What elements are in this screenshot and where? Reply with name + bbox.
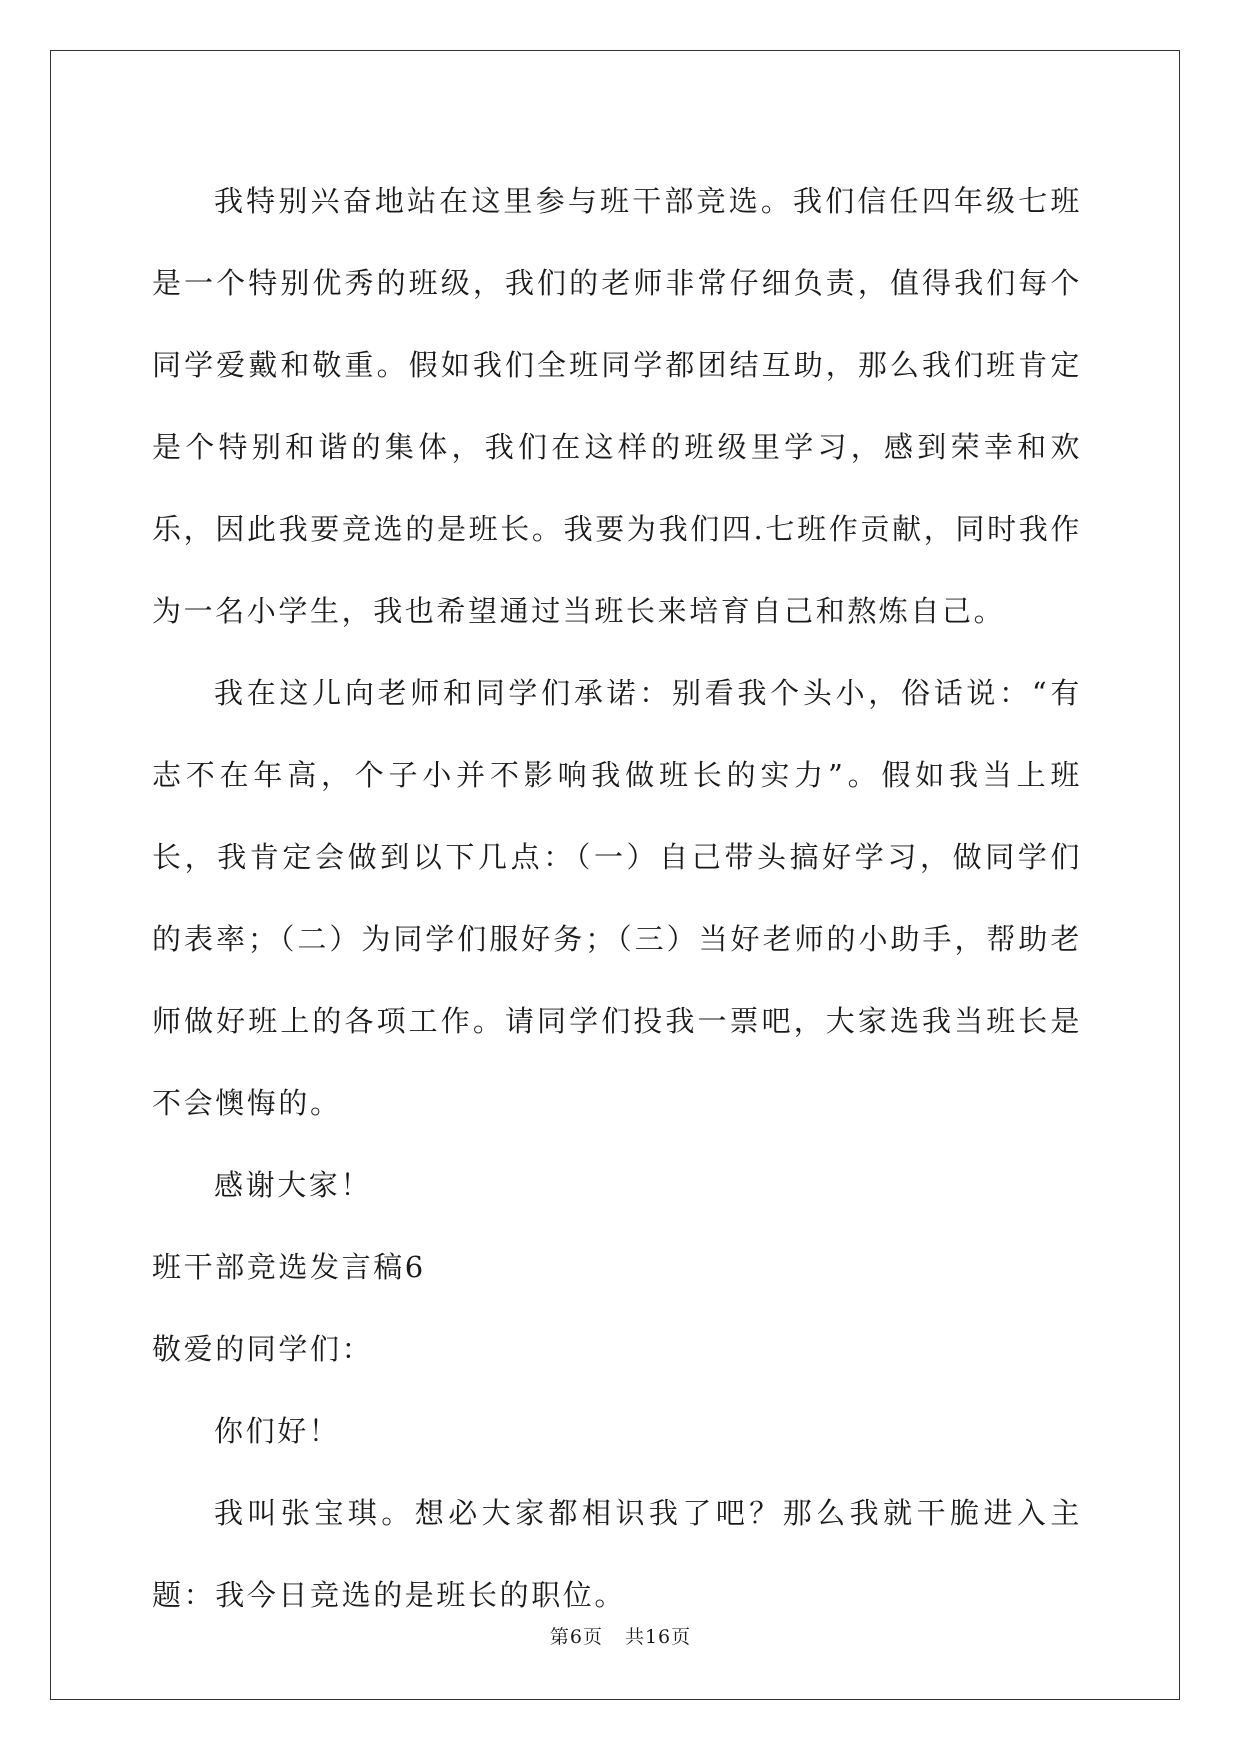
- salutation: 敬爱的同学们：: [152, 1332, 374, 1366]
- page-footer: [0, 1622, 1241, 1649]
- paragraph-intro: 我特别兴奋地站在这里参与班干部竞选。我们信任四年级七班是一个特别优秀的班级，我们的老师非常仔细负责，值得我们每个同学爱戴和敬重。假如我们全班同学都团结互助，那么我们班肯定是个特别和谐的集体，我们在这样的班级里学习，感到荣幸和欢乐，因此我要竞选的是班长。我要为我们四.七班作贡献，同时我作为一名小学生，我也希望通过当班长来培育自己和熬炼自己。: [152, 184, 1082, 628]
- page-number: 第6页: [549, 1626, 603, 1648]
- paragraph-thanks: 感谢大家！: [214, 1168, 373, 1202]
- greeting: 你们好！: [214, 1414, 341, 1448]
- section-heading: 班干部竞选发言稿6: [152, 1250, 426, 1284]
- document-body: [152, 160, 1082, 1636]
- paragraph-promise: 我在这儿向老师和同学们承诺：别看我个头小，俗话说：“有志不在年高，个子小并不影响我做班长的实力”。假如我当上班长，我肯定会做到以下几点：（一）自己带头搞好学习，做同学们的表率；（二）为同学们服好务；（三）当好老师的小助手，帮助老师做好班上的各项工作。请同学们投我一票吧，大家选我当班长是不会懊悔的。: [152, 676, 1082, 1120]
- paragraph-introduction: 我叫张宝琪。想必大家都相识我了吧？那么我就干脆进入主题：我今日竞选的是班长的职位。: [152, 1496, 1082, 1612]
- page-total: 共16页: [624, 1626, 692, 1648]
